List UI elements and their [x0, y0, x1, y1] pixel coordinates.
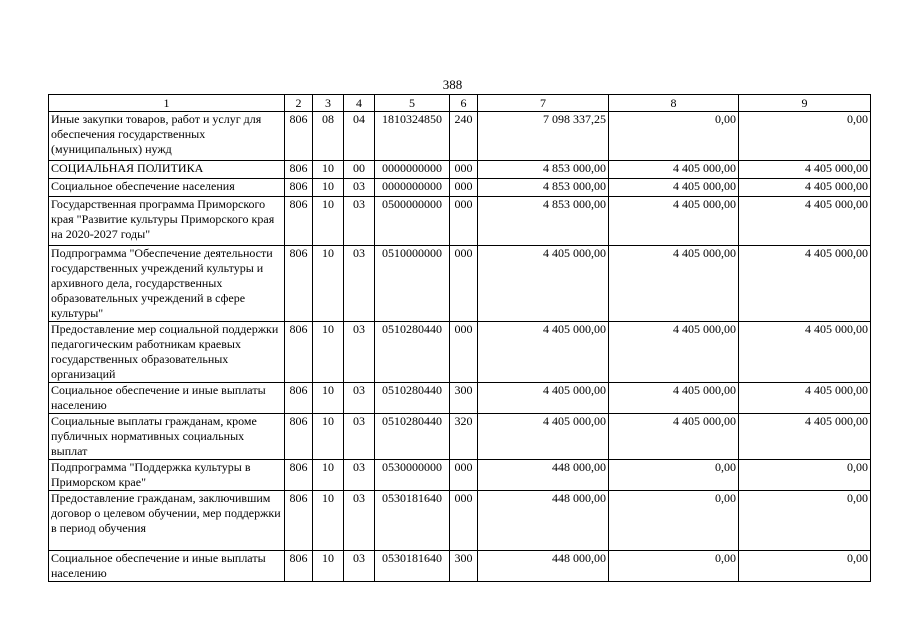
amount-year3-cell: 0,00 — [739, 551, 871, 582]
column-header: 1 — [49, 95, 285, 112]
amount-year1-cell: 4 853 000,00 — [478, 197, 609, 246]
expense-type-code-cell: 300 — [450, 383, 478, 414]
amount-year2-cell: 4 405 000,00 — [609, 161, 739, 179]
expense-type-code-cell: 300 — [450, 551, 478, 582]
amount-year3-cell: 4 405 000,00 — [739, 383, 871, 414]
target-item-code-cell: 0510000000 — [375, 246, 450, 322]
item-name-cell: СОЦИАЛЬНАЯ ПОЛИТИКА — [49, 161, 285, 179]
subsection-code-cell: 03 — [344, 460, 375, 491]
page-number: 388 — [442, 77, 463, 92]
amount-year3-cell: 0,00 — [739, 112, 871, 161]
amount-year3-cell: 4 405 000,00 — [739, 197, 871, 246]
amount-year3-cell: 4 405 000,00 — [739, 161, 871, 179]
ministry-code-cell: 806 — [285, 414, 313, 460]
amount-year2-cell: 0,00 — [609, 551, 739, 582]
table-row — [49, 246, 871, 322]
subsection-code-cell: 03 — [344, 246, 375, 322]
ministry-code-cell: 806 — [285, 179, 313, 197]
ministry-code-cell: 806 — [285, 197, 313, 246]
amount-year3-cell: 4 405 000,00 — [739, 246, 871, 322]
expense-type-code-cell: 000 — [450, 322, 478, 383]
section-code-cell: 10 — [313, 197, 344, 246]
subsection-code-cell: 03 — [344, 383, 375, 414]
subsection-code-cell: 03 — [344, 414, 375, 460]
target-item-code-cell: 0530000000 — [375, 460, 450, 491]
table-row — [49, 383, 871, 414]
ministry-code-cell: 806 — [285, 551, 313, 582]
subsection-code-cell: 03 — [344, 551, 375, 582]
amount-year1-cell: 4 853 000,00 — [478, 161, 609, 179]
subsection-code-cell: 03 — [344, 179, 375, 197]
table-row — [49, 179, 871, 197]
table-body — [49, 112, 871, 582]
section-code-cell: 10 — [313, 179, 344, 197]
budget-table — [48, 94, 871, 582]
column-header: 5 — [375, 95, 450, 112]
item-name-cell: Предоставление гражданам, заключившим договор о целевом обучении, мер поддержки в период обучения — [49, 491, 285, 551]
expense-type-code-cell: 000 — [450, 197, 478, 246]
section-code-cell: 10 — [313, 491, 344, 551]
ministry-code-cell: 806 — [285, 383, 313, 414]
amount-year3-cell: 4 405 000,00 — [739, 322, 871, 383]
amount-year3-cell: 0,00 — [739, 491, 871, 551]
amount-year2-cell: 4 405 000,00 — [609, 322, 739, 383]
expense-type-code-cell: 000 — [450, 179, 478, 197]
item-name-cell: Социальные выплаты гражданам, кроме публичных нормативных социальных выплат — [49, 414, 285, 460]
table-row — [49, 551, 871, 582]
table-row — [49, 322, 871, 383]
column-header: 4 — [344, 95, 375, 112]
column-header: 6 — [450, 95, 478, 112]
amount-year1-cell: 4 405 000,00 — [478, 383, 609, 414]
expense-type-code-cell: 000 — [450, 491, 478, 551]
amount-year2-cell: 4 405 000,00 — [609, 383, 739, 414]
item-name-cell: Социальное обеспечение населения — [49, 179, 285, 197]
ministry-code-cell: 806 — [285, 112, 313, 161]
expense-type-code-cell: 000 — [450, 246, 478, 322]
column-header: 7 — [478, 95, 609, 112]
amount-year1-cell: 448 000,00 — [478, 551, 609, 582]
table-row — [49, 112, 871, 161]
section-code-cell: 10 — [313, 246, 344, 322]
section-code-cell: 10 — [313, 551, 344, 582]
amount-year3-cell: 4 405 000,00 — [739, 414, 871, 460]
target-item-code-cell: 0000000000 — [375, 179, 450, 197]
table-row — [49, 460, 871, 491]
expense-type-code-cell: 000 — [450, 161, 478, 179]
target-item-code-cell: 0530181640 — [375, 551, 450, 582]
column-header: 3 — [313, 95, 344, 112]
amount-year2-cell: 0,00 — [609, 460, 739, 491]
amount-year2-cell: 4 405 000,00 — [609, 246, 739, 322]
amount-year2-cell: 4 405 000,00 — [609, 179, 739, 197]
subsection-code-cell: 00 — [344, 161, 375, 179]
ministry-code-cell: 806 — [285, 322, 313, 383]
subsection-code-cell: 03 — [344, 491, 375, 551]
target-item-code-cell: 0500000000 — [375, 197, 450, 246]
section-code-cell: 10 — [313, 383, 344, 414]
amount-year2-cell: 4 405 000,00 — [609, 414, 739, 460]
ministry-code-cell: 806 — [285, 161, 313, 179]
target-item-code-cell: 1810324850 — [375, 112, 450, 161]
header-row — [49, 95, 871, 112]
item-name-cell: Социальное обеспечение и иные выплаты населению — [49, 383, 285, 414]
target-item-code-cell: 0510280440 — [375, 322, 450, 383]
expense-type-code-cell: 320 — [450, 414, 478, 460]
amount-year2-cell: 0,00 — [609, 491, 739, 551]
amount-year1-cell: 448 000,00 — [478, 491, 609, 551]
amount-year2-cell: 0,00 — [609, 112, 739, 161]
subsection-code-cell: 03 — [344, 322, 375, 383]
amount-year3-cell: 0,00 — [739, 460, 871, 491]
ministry-code-cell: 806 — [285, 491, 313, 551]
item-name-cell: Иные закупки товаров, работ и услуг для обеспечения государственных (муниципальных) нужд — [49, 112, 285, 161]
amount-year3-cell: 4 405 000,00 — [739, 179, 871, 197]
target-item-code-cell: 0530181640 — [375, 491, 450, 551]
ministry-code-cell: 806 — [285, 460, 313, 491]
target-item-code-cell: 0510280440 — [375, 414, 450, 460]
column-header: 8 — [609, 95, 739, 112]
amount-year1-cell: 7 098 337,25 — [478, 112, 609, 161]
section-code-cell: 10 — [313, 322, 344, 383]
amount-year2-cell: 4 405 000,00 — [609, 197, 739, 246]
subsection-code-cell: 04 — [344, 112, 375, 161]
expense-type-code-cell: 000 — [450, 460, 478, 491]
table-row — [49, 491, 871, 551]
target-item-code-cell: 0000000000 — [375, 161, 450, 179]
section-code-cell: 10 — [313, 460, 344, 491]
subsection-code-cell: 03 — [344, 197, 375, 246]
section-code-cell: 10 — [313, 414, 344, 460]
expense-type-code-cell: 240 — [450, 112, 478, 161]
ministry-code-cell: 806 — [285, 246, 313, 322]
amount-year1-cell: 4 405 000,00 — [478, 322, 609, 383]
table-row — [49, 161, 871, 179]
section-code-cell: 10 — [313, 161, 344, 179]
table-row — [49, 414, 871, 460]
item-name-cell: Подпрограмма "Обеспечение деятельности государственных учреждений культуры и архивного дела, государственных образовательных учреждений в сфере культуры" — [49, 246, 285, 322]
item-name-cell: Социальное обеспечение и иные выплаты населению — [49, 551, 285, 582]
column-header: 2 — [285, 95, 313, 112]
table-row — [49, 197, 871, 246]
item-name-cell: Государственная программа Приморского края "Развитие культуры Приморского края на 2020-2027 годы" — [49, 197, 285, 246]
amount-year1-cell: 4 405 000,00 — [478, 246, 609, 322]
column-header: 9 — [739, 95, 871, 112]
target-item-code-cell: 0510280440 — [375, 383, 450, 414]
amount-year1-cell: 448 000,00 — [478, 460, 609, 491]
item-name-cell: Предоставление мер социальной поддержки педагогическим работникам краевых государственных образовательных организаций — [49, 322, 285, 383]
amount-year1-cell: 4 405 000,00 — [478, 414, 609, 460]
section-code-cell: 08 — [313, 112, 344, 161]
item-name-cell: Подпрограмма "Поддержка культуры в Приморском крае" — [49, 460, 285, 491]
amount-year1-cell: 4 853 000,00 — [478, 179, 609, 197]
